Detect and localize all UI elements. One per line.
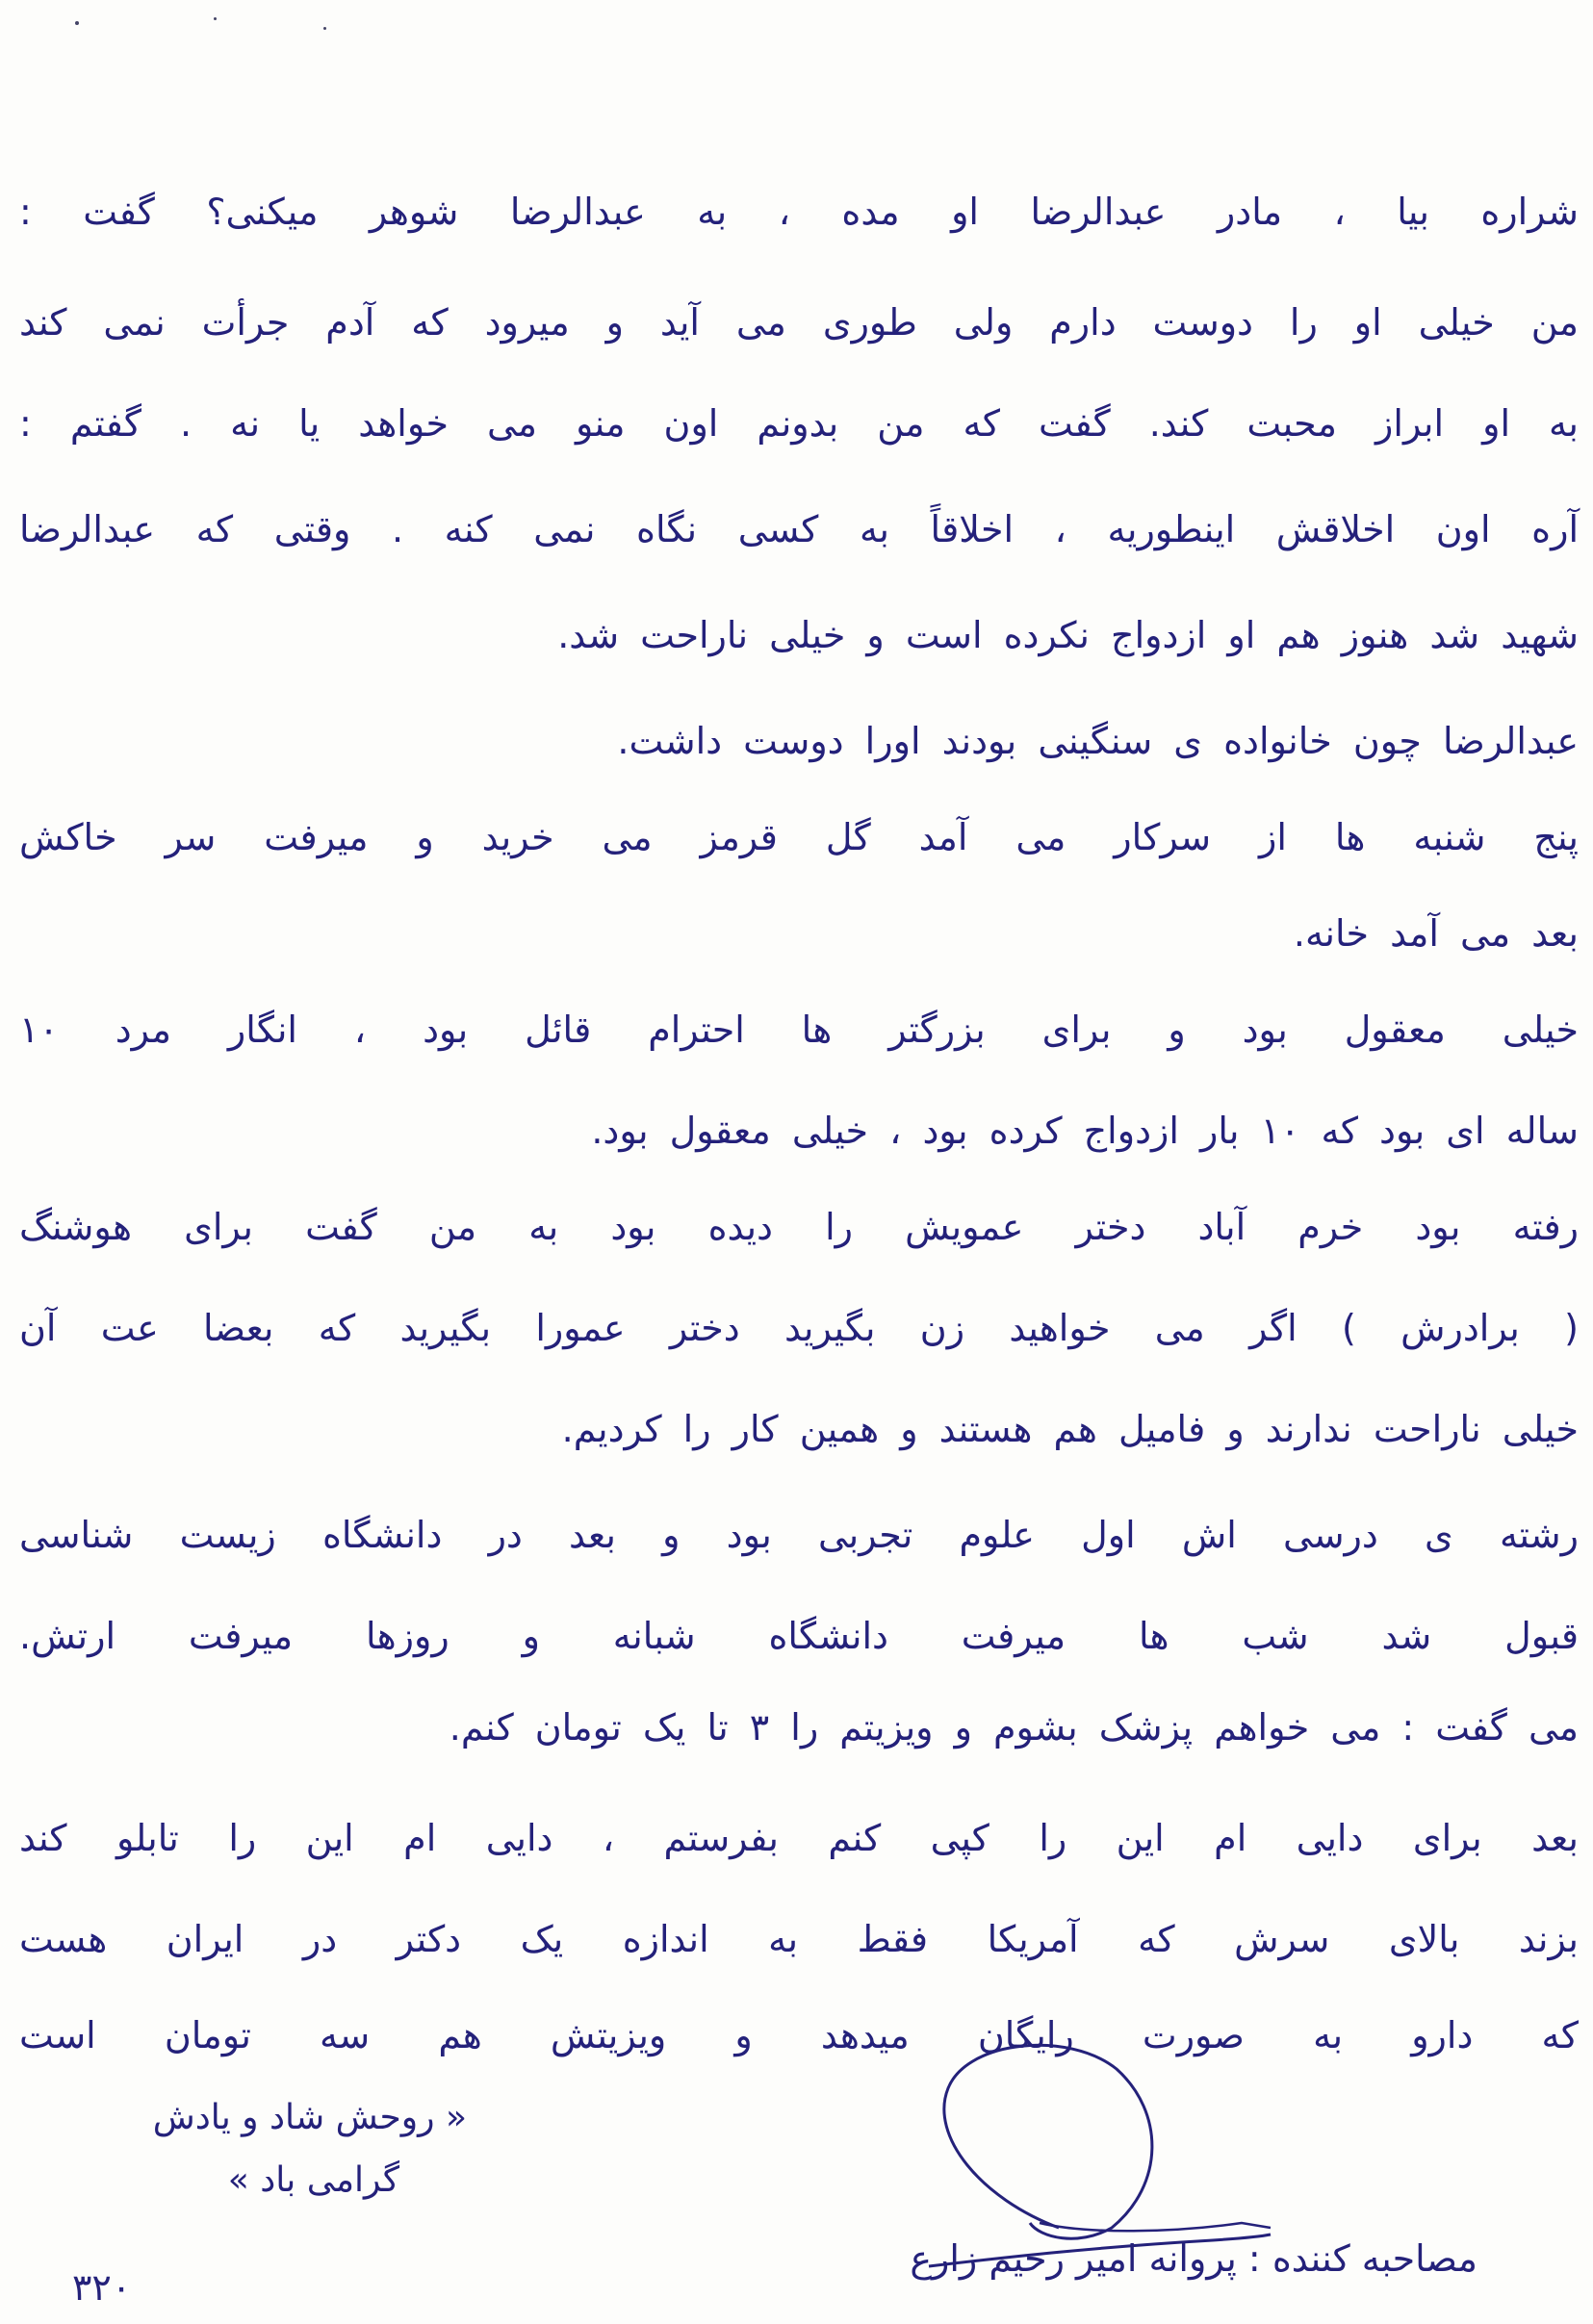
body-line: خیلی معقول بود و برای بزرگتر ها احترام قائل بود ، انگار مرد ۱۰ bbox=[19, 1009, 1579, 1051]
body-line: قبول شد شب ها میرفت دانشگاه شبانه و روزها میرفت ارتش. bbox=[19, 1615, 1579, 1657]
body-line: آره اون اخلاقش اینطوریه ، اخلاقاً به کسی نگاه نمی کنه . وقتی که عبدالرضا bbox=[19, 508, 1579, 550]
body-line: بزند بالای سرش که آمریکا فقط به اندازه یک دکتر در ایران هست bbox=[19, 1918, 1579, 1960]
body-line: رفته بود خرم آباد دختر عمویش را دیده بود به من گفت برای هوشنگ bbox=[19, 1206, 1579, 1248]
body-line: بعد برای دایی ام این را کپی کنم بفرستم ، دایی ام این را تابلو کند bbox=[19, 1817, 1579, 1859]
body-line: رشته ی درسی اش اول علوم تجربی بود و بعد در دانشگاه زیست شناسی bbox=[19, 1514, 1579, 1556]
body-line: شهید شد هنوز هم او ازدواج نکرده است و خیلی ناراحت شد. bbox=[557, 614, 1579, 656]
page-number: ۳۲۰ bbox=[72, 2266, 132, 2309]
signature-mark bbox=[924, 2030, 1299, 2271]
body-line: من خیلی او را دوست دارم ولی طوری می آید و میرود که آدم جرأت نمی کند bbox=[19, 301, 1579, 344]
interviewer-credit: مصاحبه کننده : پروانه امیر رحیم زارع bbox=[910, 2237, 1477, 2280]
body-line: پنج شنبه ها از سرکار می آمد گل قرمز می خرید و میرفت سر خاکش bbox=[19, 816, 1579, 858]
body-line: که دارو به صورت رایگان میدهد و ویزیتش هم سه تومان است bbox=[19, 2014, 1579, 2056]
body-line: خیلی ناراحت ندارند و فامیل هم هستند و همین کار را کردیم. bbox=[561, 1408, 1579, 1450]
dedication-line: « روحش شاد و یادش bbox=[152, 2098, 467, 2137]
body-line: به او ابراز محبت کند. گفت که من بدونم اون منو می خواهد یا نه . گفتم : bbox=[19, 402, 1579, 445]
body-line: ( برادرش ) اگر می خواهید زن بگیرید دختر عمورا بگیرید که بعضا عت آن bbox=[19, 1307, 1579, 1349]
body-line: شراره بیا ، مادر عبدالرضا او مده ، به عبدالرضا شوهر میکنی؟ گفت : bbox=[19, 191, 1579, 233]
body-line: بعد می آمد خانه. bbox=[1293, 912, 1579, 955]
dedication-line: گرامی باد » bbox=[227, 2160, 399, 2200]
body-line: ساله ای بود که ۱۰ بار ازدواج کرده بود ، خیلی معقول بود. bbox=[591, 1110, 1579, 1152]
body-line: می گفت : می خواهم پزشک بشوم و ویزیتم را ۳ تا یک تومان کنم. bbox=[449, 1706, 1579, 1749]
body-line: عبدالرضا چون خانواده ی سنگینی بودند اورا دوست داشت. bbox=[617, 720, 1579, 762]
